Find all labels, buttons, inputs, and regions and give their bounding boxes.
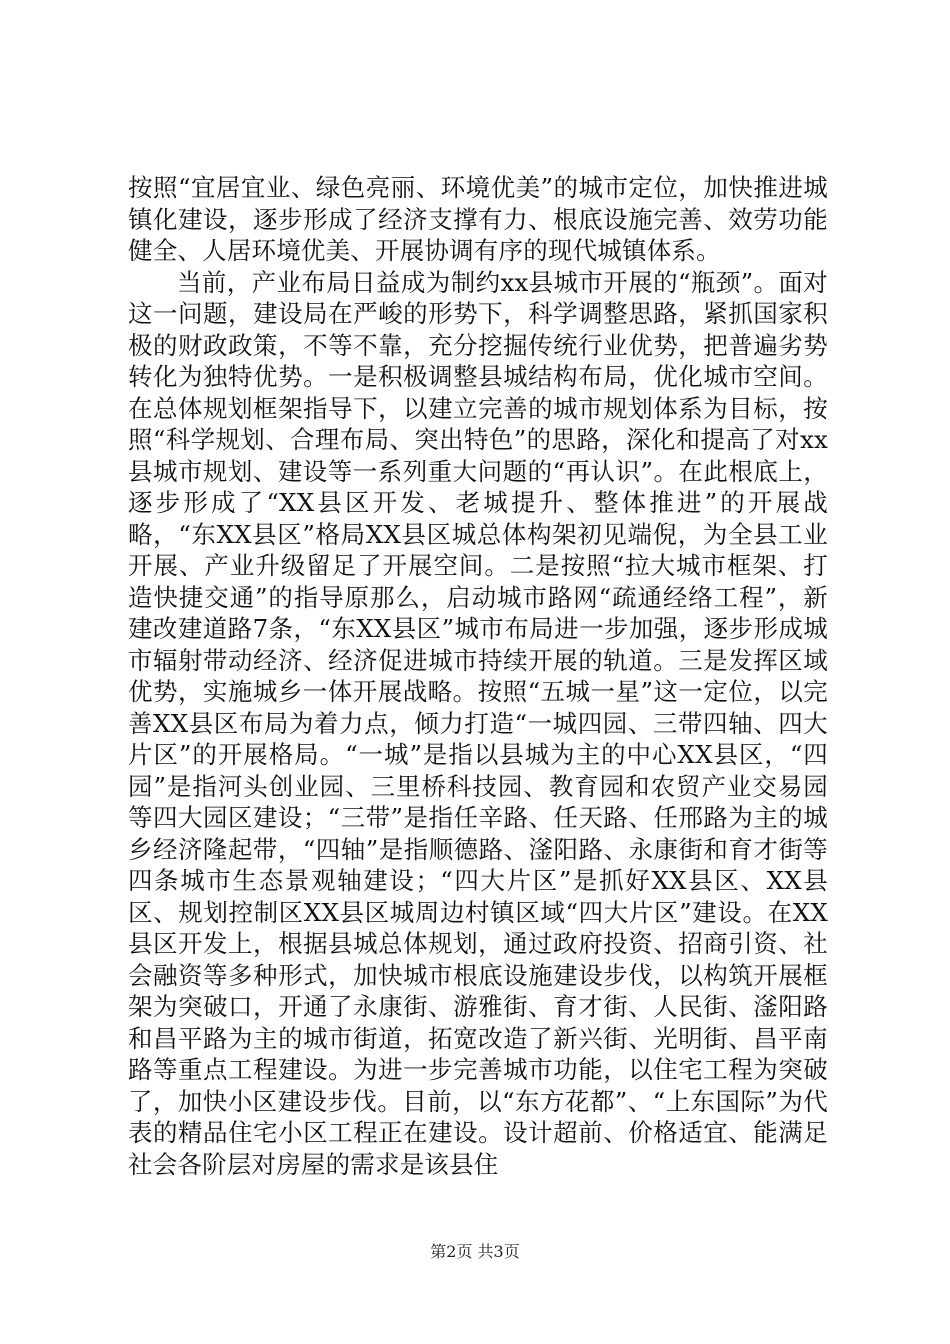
- document-body: [128, 172, 828, 1180]
- page-footer: [0, 1242, 950, 1262]
- paragraph-2: 当前，产业布局日益成为制约xx县城市开展的“瓶颈”。面对这一问题，建设局在严峻的形势下，科学调整思路，紧抓国家积极的财政政策，不等不靠，充分挖掘传统行业优势，把普遍劣势转化为独特优势。一是积极调整县城结构布局，优化城市空间。在总体规划框架指导下，以建立完善的城市规划体系为目标，按照“科学规划、合理布局、突出特色”的思路，深化和提高了对xx县城市规划、建设等一系列重大问题的“再认识”。在此根底上，逐步形成了“XX县区开发、老城提升、整体推进”的开展战略，“东XX县区”格局XX县区城总体构架初见端倪，为全县工业开展、产业升级留足了开展空间。二是按照“拉大城市框架、打造快捷交通”的指导原那么，启动城市路网“疏通经络工程”，新建改建道路7条，“东XX县区”城市布局进一步加强，逐步形成城市辐射带动经济、经济促进城市持续开展的轨道。三是发挥区域优势，实施城乡一体开展战略。按照“五城一星”这一定位，以完善XX县区布局为着力点，倾力打造“一城四园、三带四轴、四大片区”的开展格局。“一城”是指以县城为主的中心XX县区，“四园”是指河头创业园、三里桥科技园、教育园和农贸产业交易园等四大园区建设；“三带”是指任辛路、任天路、任邢路为主的城乡经济隆起带，“四轴”是指顺德路、滏阳路、永康街和育才街等四条城市生态景观轴建设；“四大片区”是抓好XX县区、XX县区、规划控制区XX县区城周边村镇区域“四大片区”建设。在XX县区开发上，根据县城总体规划，通过政府投资、招商引资、社会融资等多种形式，加快城市根底设施建设步伐，以构筑开展框架为突破口，开通了永康街、游雅街、育才街、人民街、滏阳路和昌平路为主的城市街道，拓宽改造了新兴街、光明街、昌平南路等重点工程建设。为进一步完善城市功能，以住宅工程为突破了，加快小区建设步伐。目前，以“东方花都”、“上东国际”为代表的精品住宅小区工程正在建设。设计超前、价格适宜、能满足社会各阶层对房屋的需求是该县住: [128, 267, 828, 1179]
- page-number: 第2页 共3页: [430, 1242, 520, 1261]
- paragraph-1: 按照“宜居宜业、绿色亮丽、环境优美”的城市定位，加快推进城镇化建设，逐步形成了经济支撑有力、根底设施完善、效劳功能健全、人居环境优美、开展协调有序的现代城镇体系。: [128, 173, 828, 265]
